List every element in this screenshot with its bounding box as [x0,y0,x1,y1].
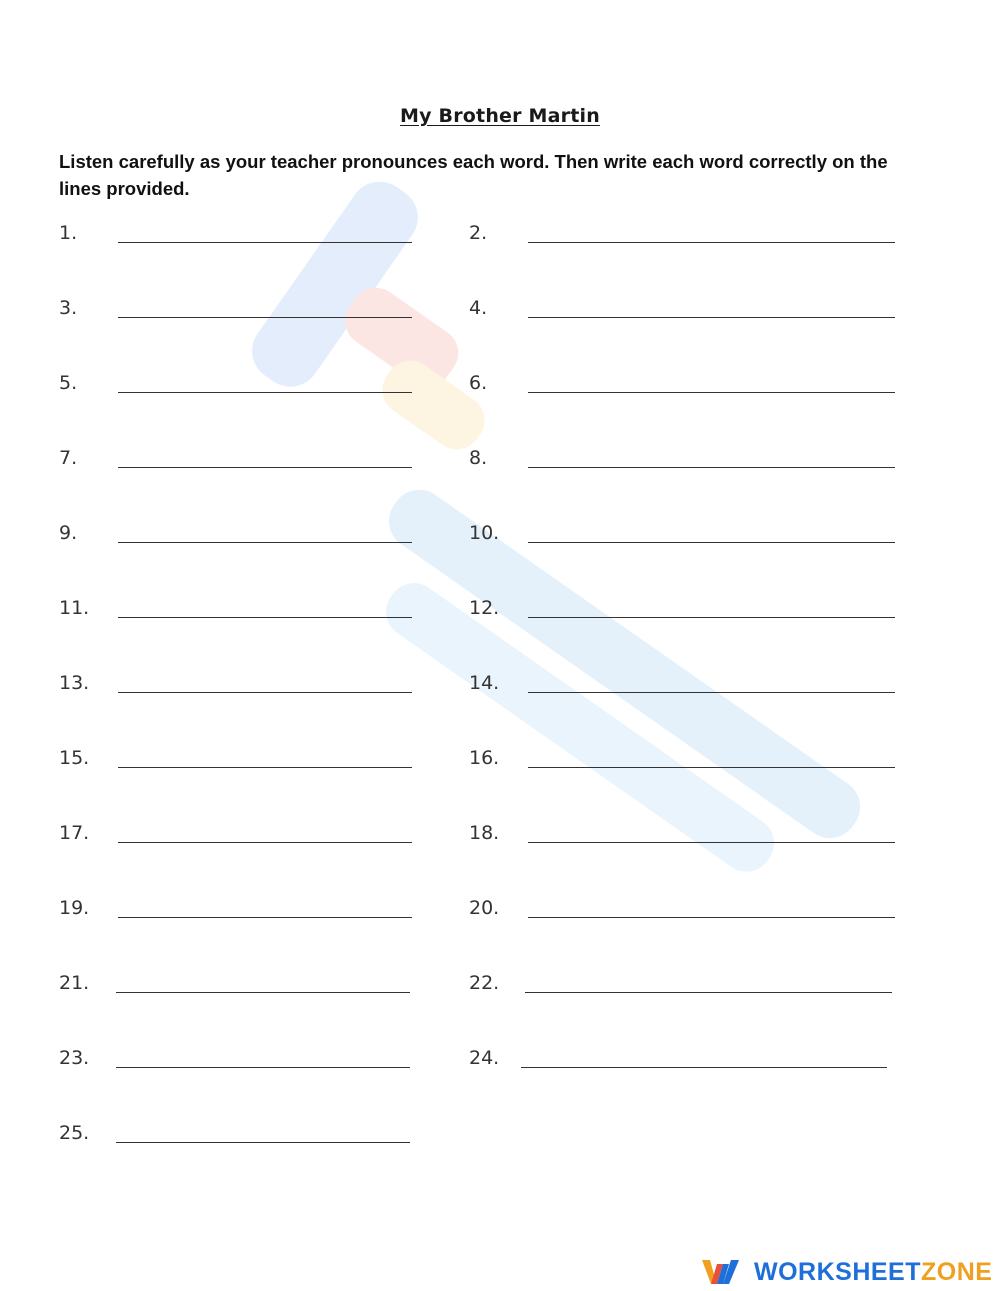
item-number: 6. [469,372,488,394]
answer-line[interactable] [528,842,895,843]
item-number: 2. [469,222,488,244]
item-number: 25. [59,1122,90,1144]
answer-item [59,522,412,552]
answer-item [469,522,895,552]
worksheetzone-logo [702,1254,992,1290]
item-number: 8. [469,447,488,469]
answer-item [59,897,412,927]
item-number: 21. [59,972,90,994]
answer-item [59,972,410,1002]
answer-item [469,372,895,402]
item-number: 16. [469,747,500,769]
item-number: 4. [469,297,488,319]
answer-line[interactable] [118,467,412,468]
item-number: 20. [469,897,500,919]
answer-line[interactable] [118,392,412,393]
item-number: 3. [59,297,78,319]
answer-item [59,1047,410,1077]
answer-item [59,297,412,327]
worksheetzone-w-icon [702,1258,740,1286]
answer-line[interactable] [528,392,895,393]
answer-line[interactable] [525,992,892,993]
item-number: 5. [59,372,78,394]
answer-item [469,222,895,252]
answer-line[interactable] [118,917,412,918]
answer-item [59,447,412,477]
item-number: 13. [59,672,90,694]
answer-line[interactable] [116,1142,410,1143]
answer-line[interactable] [528,767,895,768]
answer-line[interactable] [528,617,895,618]
answer-item [59,597,412,627]
answer-item [469,897,895,927]
answer-line[interactable] [116,1067,410,1068]
item-number: 14. [469,672,500,694]
answer-item [469,972,892,1002]
item-number: 12. [469,597,500,619]
answer-line[interactable] [528,542,895,543]
logo-text-primary: WORKSHEET [754,1257,921,1286]
answer-item [59,222,412,252]
answer-item [469,747,895,777]
item-number: 10. [469,522,500,544]
instructions-text: Listen carefully as your teacher pronounces each word. Then write each word correctly on the lines provided. [59,151,888,199]
item-number: 11. [59,597,90,619]
answer-item [469,672,895,702]
answer-line[interactable] [118,242,412,243]
answer-item [59,1122,410,1152]
answer-line[interactable] [118,692,412,693]
item-number: 7. [59,447,78,469]
answer-line[interactable] [118,317,412,318]
answer-line[interactable] [118,542,412,543]
answer-item [469,597,895,627]
answer-line[interactable] [528,467,895,468]
answer-line[interactable] [521,1067,887,1068]
answer-item [469,447,895,477]
answer-line[interactable] [528,317,895,318]
item-number: 15. [59,747,90,769]
logo-text-secondary: ZONE [921,1257,993,1286]
answer-item [469,297,895,327]
answer-line[interactable] [528,242,895,243]
answer-item [59,747,412,777]
item-number: 1. [59,222,78,244]
answer-line[interactable] [528,692,895,693]
logo-text [754,1258,992,1287]
answer-line[interactable] [118,767,412,768]
answer-item [59,372,412,402]
item-number: 22. [469,972,500,994]
item-number: 23. [59,1047,90,1069]
answer-item [469,822,895,852]
item-number: 19. [59,897,90,919]
answer-line[interactable] [116,992,410,993]
answer-item [469,1047,887,1077]
item-number: 18. [469,822,500,844]
item-number: 24. [469,1047,500,1069]
answer-item [59,672,412,702]
answer-line[interactable] [118,617,412,618]
item-number: 9. [59,522,78,544]
answer-item [59,822,412,852]
page-title: My Brother Martin [400,105,600,127]
answer-line[interactable] [118,842,412,843]
answer-line[interactable] [528,917,895,918]
item-number: 17. [59,822,90,844]
